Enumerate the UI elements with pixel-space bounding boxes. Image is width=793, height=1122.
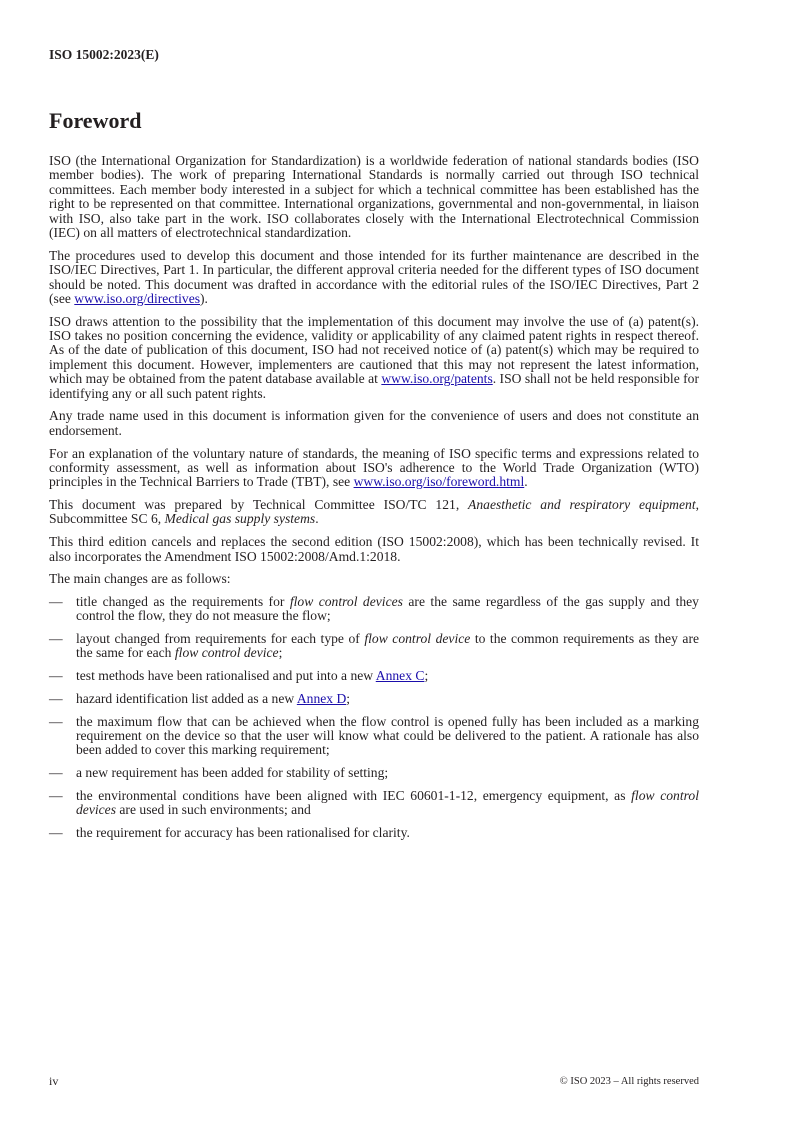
list-dash: — (49, 631, 63, 647)
foreword-body (49, 154, 699, 849)
list-item-text (76, 715, 699, 758)
italic-text: flow control device (364, 631, 471, 647)
hyperlink[interactable]: www.iso.org/patents (381, 371, 493, 387)
list-item-text (76, 766, 699, 780)
list-item-text (76, 595, 699, 624)
list-dash: — (49, 593, 63, 609)
text-segment: This document was prepared by Technical Committee ISO/TC 121, (49, 497, 469, 513)
list-item (49, 669, 699, 683)
text-segment: the requirement for accuracy has been rationalised for clarity. (76, 824, 410, 840)
list-item-text (76, 789, 699, 818)
list-item (49, 826, 699, 840)
list-item-text (76, 632, 699, 661)
text-segment: Any trade name used in this document is information given for the convenience of users and does not constitute an endorsement. (49, 408, 699, 438)
text-segment: ). (200, 290, 208, 306)
italic-text: flow control devices (289, 593, 403, 609)
hyperlink[interactable]: Annex D (296, 690, 347, 706)
text-segment: ISO (the International Organization for Standardization) is a worldwide federation of national standards bodies (ISO member bodies). The work of preparing International Standards is normally carried out through ISO technical committees. Each member body interested in a subject for which a technical committee has been established has the right to be represented on that committee. International organizations, governmental and non-governmental, in liaison with ISO, also take part in the work. ISO collaborates closely with the International Electrotechnical Commission (IEC) on all matters of electrotechnical standardization. (49, 153, 699, 241)
text-segment: to the common requirements as they are the same for each (76, 631, 700, 661)
text-segment: ; (346, 690, 351, 706)
text-segment: . ISO shall not be held responsible for identifying any or all such patent rights. (49, 371, 699, 401)
paragraph (49, 315, 699, 401)
document-id-header: ISO 15002:2023(E) (49, 47, 159, 62)
text-segment: a new requirement has been added for stability of setting; (76, 765, 389, 781)
hyperlink[interactable]: Annex C (375, 668, 425, 684)
list-dash: — (49, 787, 63, 803)
italic-text: Medical gas supply systems (164, 511, 316, 527)
paragraph (49, 154, 699, 240)
paragraph (49, 409, 699, 438)
text-segment: ; (278, 645, 283, 661)
paragraph (49, 535, 699, 564)
text-segment: . (524, 474, 528, 490)
text-segment: , Subcommittee SC 6, (49, 497, 700, 527)
list-dash: — (49, 690, 63, 706)
list-dash: — (49, 824, 63, 840)
list-item (49, 789, 699, 818)
list-item (49, 632, 699, 661)
text-segment: . (315, 511, 319, 527)
text-segment: For an explanation of the voluntary nature of standards, the meaning of ISO specific terms and expressions related to conformity assessment, as well as information about ISO's adherence to the World Trade Organization (WTO) principles in the Technical Barriers to Trade (TBT), see (49, 445, 699, 490)
italic-text: Anaesthetic and respiratory equipment (468, 497, 696, 513)
text-segment: test methods have been rationalised and put into a new (76, 668, 376, 684)
list-item (49, 595, 699, 624)
text-segment: are the same regardless of the gas supply and they control the flow, they do not measure the flow; (76, 593, 699, 624)
page-title: Foreword (49, 108, 142, 133)
text-segment: hazard identification list added as a new (76, 690, 297, 706)
text-segment: the maximum flow that can be achieved when the flow control is opened fully has been included as a marking requirement on the device so that the user will know what could be delivered to the patient. A rationale has also been added to cover this marking requirement; (76, 713, 699, 758)
text-segment: title changed as the requirements for (76, 593, 290, 609)
list-item (49, 692, 699, 706)
text-segment: ISO draws attention to the possibility that the implementation of this document may involve the use of (a) patent(s). ISO takes no position concerning the evidence, validity or applicability of any claimed patent rights in respect thereof. As of the date of publication of this document, ISO had not received notice of (a) patent(s) which may be required to implement this document. However, implementers are cautioned that this may not represent the latest information, which may be obtained from the patent database available at (49, 313, 699, 387)
text-segment: ; (424, 668, 429, 684)
text-segment: The procedures used to develop this document and those intended for its further maintenance are described in the ISO/IEC Directives, Part 1. In particular, the different approval criteria needed for the different types of ISO document should be noted. This document was drafted in accordance with the editorial rules of the ISO/IEC Directives, Part 2 (see (49, 247, 699, 306)
text-segment: the environmental conditions have been aligned with IEC 60601-1-12, emergency equipment, as (76, 787, 632, 803)
list-dash: — (49, 713, 63, 729)
list-item-text (76, 692, 699, 706)
paragraph (49, 498, 699, 527)
text-segment: are used in such environments; and (116, 802, 311, 818)
list-item (49, 715, 699, 758)
italic-text: flow control device (174, 645, 279, 661)
hyperlink[interactable]: www.iso.org/directives (74, 290, 201, 306)
list-dash: — (49, 668, 63, 684)
list-item (49, 766, 699, 780)
list-item-text (76, 826, 699, 840)
italic-text: flow control devices (76, 787, 699, 818)
page-number: iv (49, 1074, 59, 1088)
paragraph (49, 249, 699, 307)
hyperlink[interactable]: www.iso.org/iso/foreword.html (353, 474, 525, 490)
text-segment: The main changes are as follows: (49, 571, 231, 587)
paragraph (49, 572, 699, 586)
paragraph (49, 447, 699, 490)
list-item-text (76, 669, 699, 683)
text-segment: This third edition cancels and replaces the second edition (ISO 15002:2008), which has been technically revised. It also incorporates the Amendment ISO 15002:2008/Amd.1:2018. (49, 534, 699, 564)
copyright-notice: © ISO 2023 – All rights reserved (559, 1076, 699, 1087)
list-dash: — (49, 765, 63, 781)
text-segment: layout changed from requirements for each type of (76, 631, 365, 647)
